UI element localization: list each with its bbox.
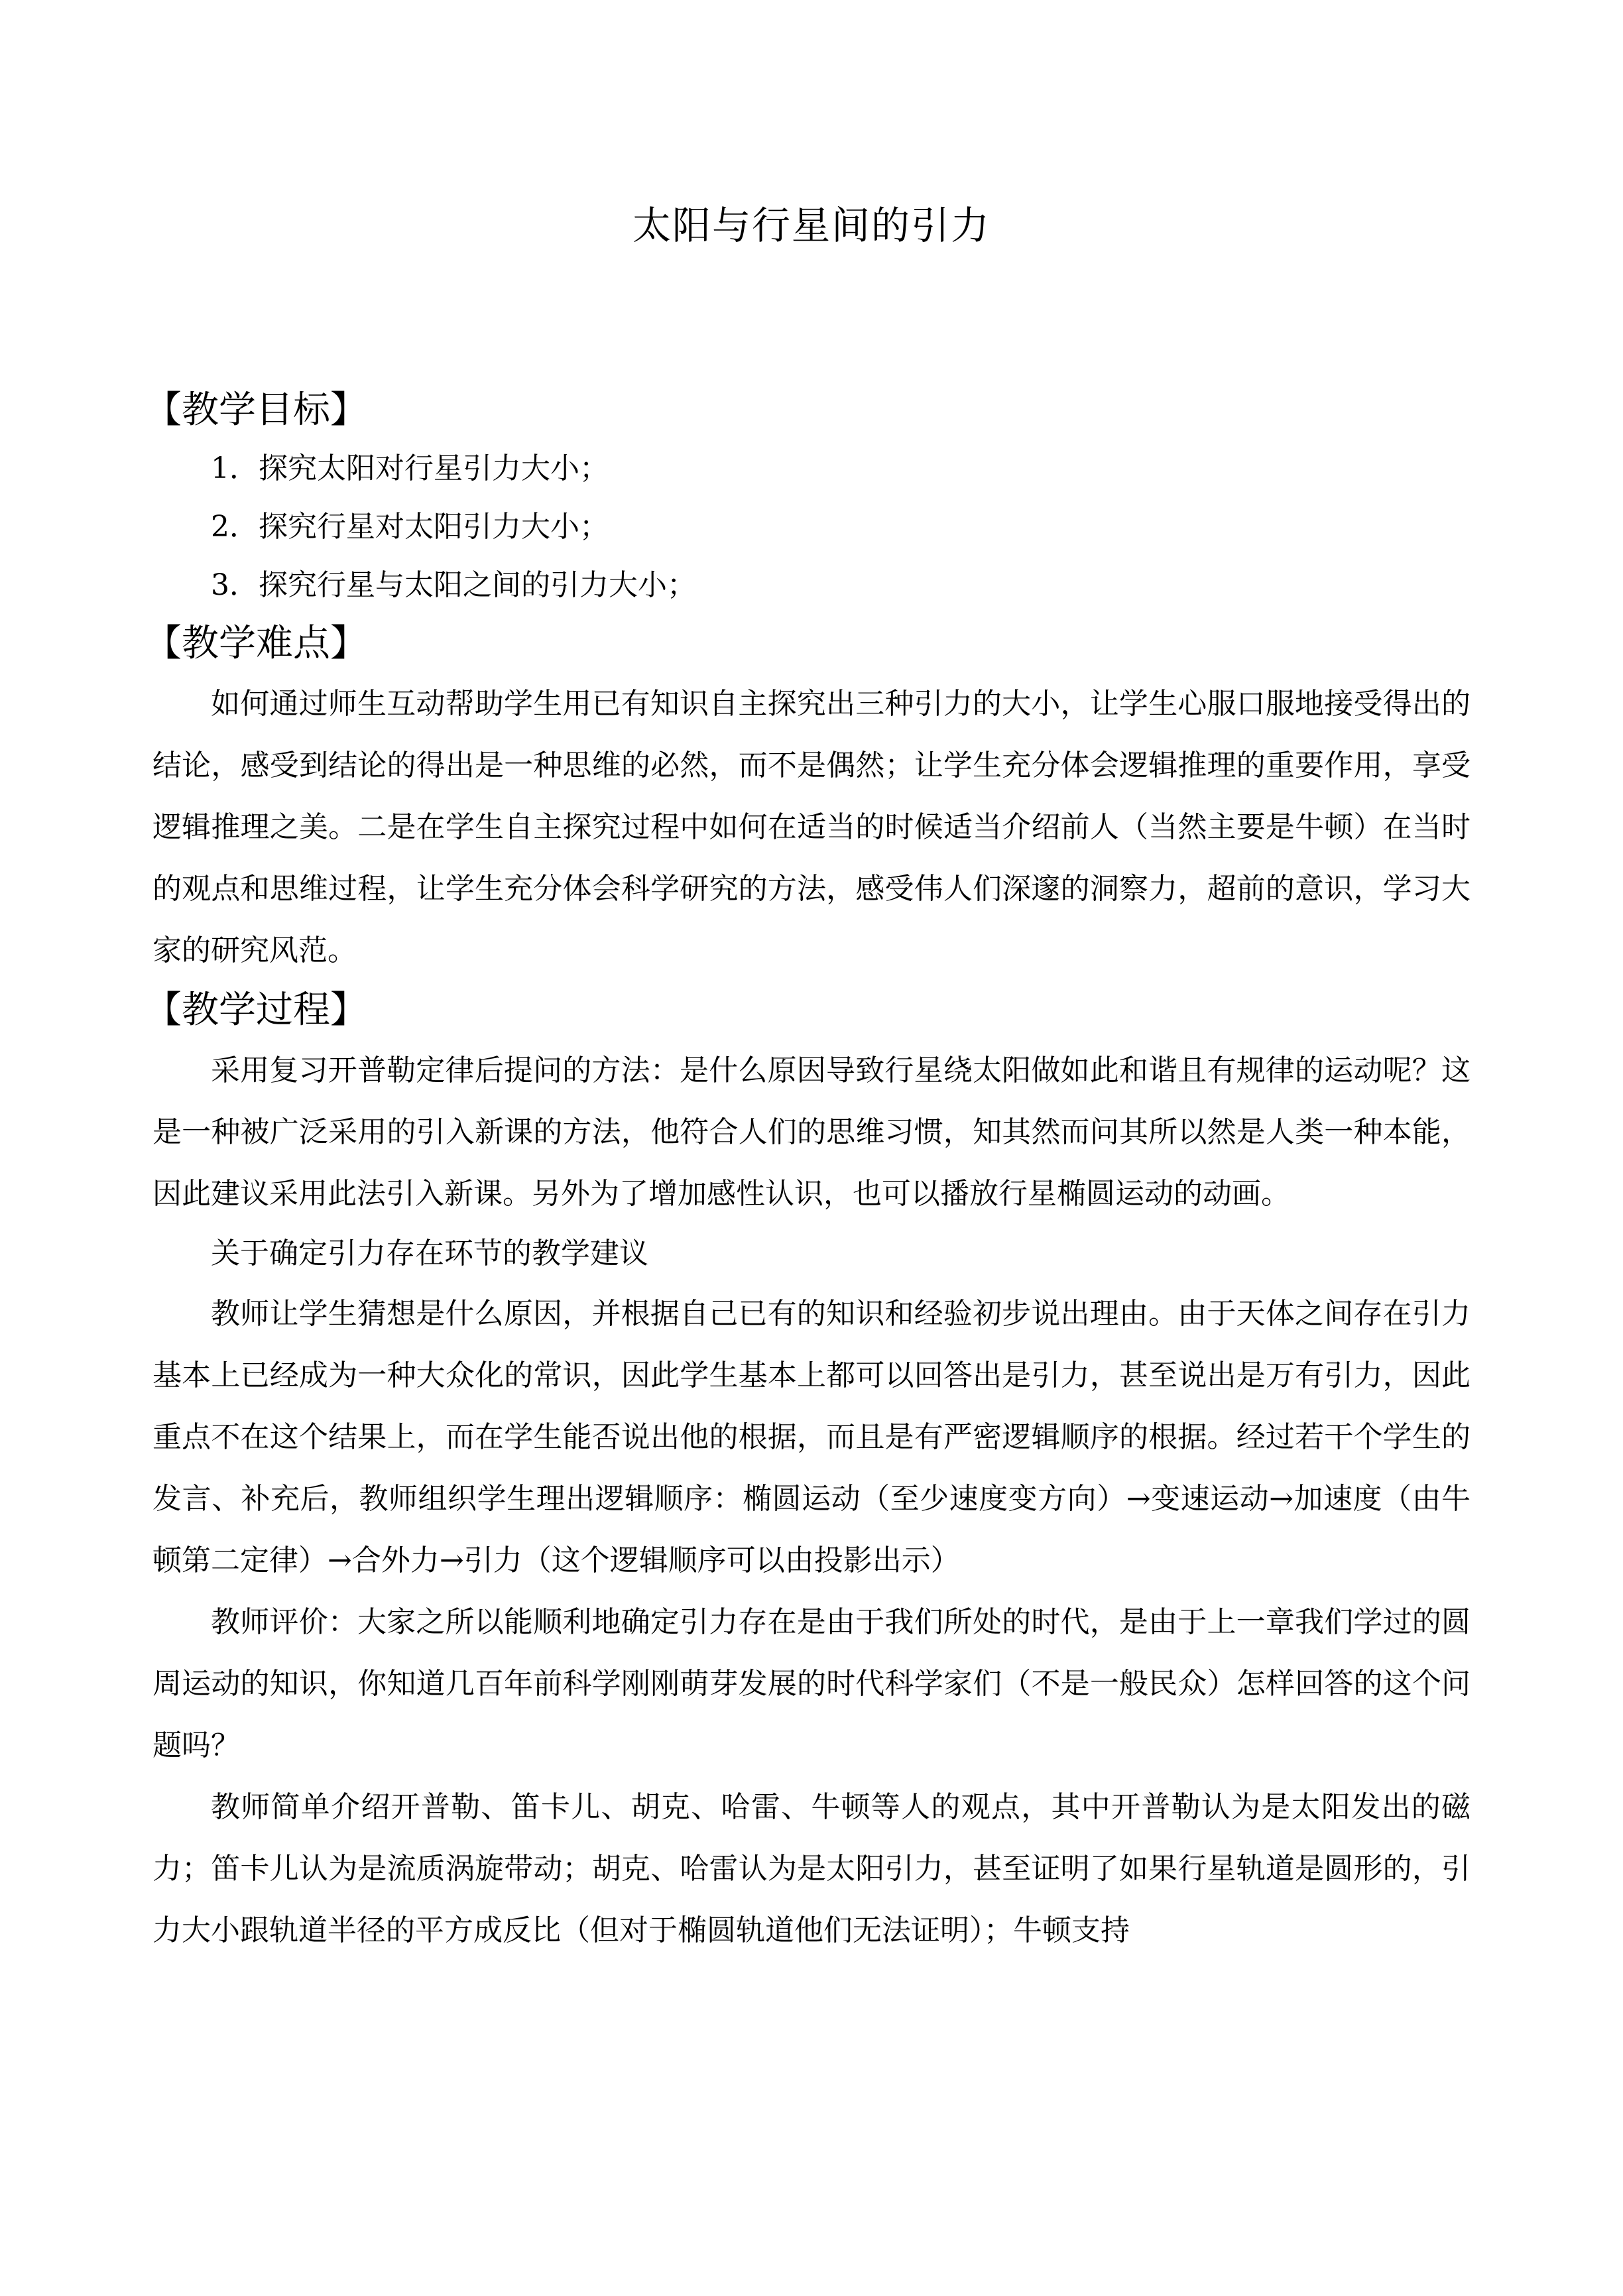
section-teaching-difficulties — [145, 615, 1471, 981]
section-heading-goals: 【教学目标】 — [145, 389, 367, 432]
section-heading-process: 【教学过程】 — [145, 989, 367, 1032]
process-subtopic: 关于确定引力存在环节的教学建议 — [211, 1237, 648, 1270]
process-paragraph-intro: 采用复习开普勒定律后提问的方法：是什么原因导致行星绕太阳做如此和谐且有规律的运动呢？这是一种被广泛采用的引入新课的方法，他符合人们的思维习惯，知其然而问其所以然是人类一种本能，因此建议采用此法引入新课。另外为了增加感性认识，也可以播放行星椭圆运动的动画。 — [152, 1054, 1471, 1211]
document-body — [145, 381, 1471, 1961]
process-paragraph-history: 教师简单介绍开普勒、笛卡儿、胡克、哈雷、牛顿等人的观点，其中开普勒认为是太阳发出的磁力；笛卡儿认为是流质涡旋带动；胡克、哈雷认为是太阳引力，甚至证明了如果行星轨道是圆形的，引力大小跟轨道半径的平方成反比（但对于椭圆轨道他们无法证明）；牛顿支持 — [152, 1790, 1471, 1947]
section-heading-difficulties: 【教学难点】 — [145, 622, 367, 665]
section-teaching-process — [145, 981, 1471, 1961]
goal-item: 3．探究行星与太阳之间的引力大小； — [211, 568, 696, 602]
section-teaching-goals — [145, 381, 1471, 615]
goal-item: 2．探究行星对太阳引力大小； — [211, 510, 609, 544]
goal-item: 1．探究太阳对行星引力大小； — [211, 452, 609, 485]
document-title: 太阳与行星间的引力 — [632, 203, 991, 248]
process-paragraph-evaluation: 教师评价：大家之所以能顺利地确定引力存在是由于我们所处的时代，是由于上一章我们学过的圆周运动的知识，你知道几百年前科学刚刚萌芽发展的时代科学家们（不是一般民众）怎样回答的这个问题吗？ — [152, 1605, 1471, 1762]
difficulties-paragraph: 如何通过师生互动帮助学生用已有知识自主探究出三种引力的大小，让学生心服口服地接受得出的结论，感受到结论的得出是一种思维的必然，而不是偶然；让学生充分体会逻辑推理的重要作用，享受逻辑推理之美。二是在学生自主探究过程中如何在适当的时候适当介绍前人（当然主要是牛顿）在当时的观点和思维过程，让学生充分体会科学研究的方法，感受伟人们深邃的洞察力，超前的意识，学习大家的研究风范。 — [152, 687, 1471, 967]
goal-list — [152, 440, 1471, 615]
process-paragraph-guess: 教师让学生猜想是什么原因，并根据自己已有的知识和经验初步说出理由。由于天体之间存在引力基本上已经成为一种大众化的常识，因此学生基本上都可以回答出是引力，甚至说出是万有引力，因此重点不在这个结果上，而在学生能否说出他的根据，而且是有严密逻辑顺序的根据。经过若干个学生的发言、补充后，教师组织学生理出逻辑顺序：椭圆运动（至少速度变方向）→变速运动→加速度（由牛顿第二定律）→合外力→引力（这个逻辑顺序可以由投影出示） — [152, 1297, 1471, 1577]
